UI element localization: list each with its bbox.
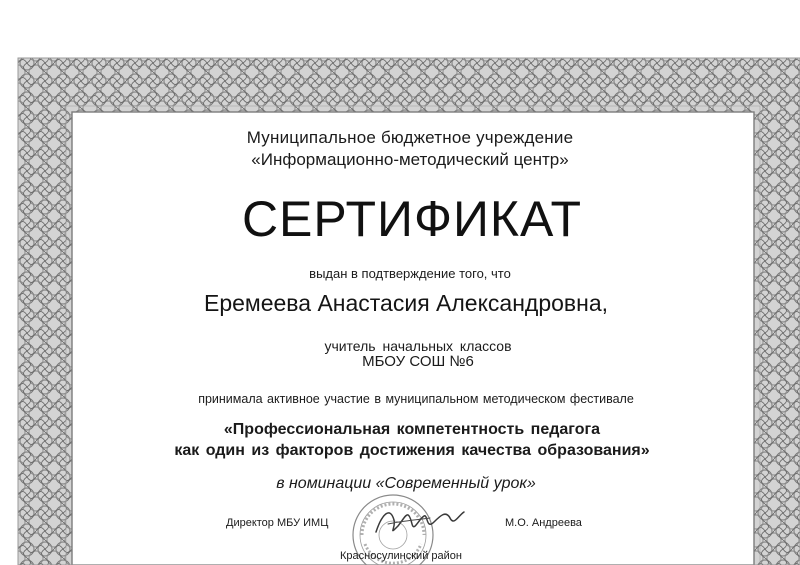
certificate-title: СЕРТИФИКАТ (241, 191, 583, 247)
signatory-title: Директор МБУ ИМЦ (226, 517, 329, 529)
signature-icon (368, 496, 468, 544)
festival-name-line-1: «Профессиональная компетентность педагога (223, 421, 601, 438)
recipient-name: Еремеева Анастасия Александровна, (203, 290, 609, 316)
signatory-name: М.О. Андреева (505, 517, 582, 529)
nomination-text: в номинации «Современный урок» (276, 475, 536, 492)
district-text: Красносулинский район (340, 550, 462, 562)
organization-line-1: Муниципальное бюджетное учреждение (246, 128, 574, 147)
festival-name-line-2: как один из факторов достижения качества образования» (174, 442, 650, 459)
organization-line-2: «Информационно-методический центр» (251, 150, 569, 169)
recipient-school: МБОУ СОШ №6 (362, 353, 474, 370)
issued-text: выдан в подтверждение того, что (309, 266, 511, 281)
recipient-position: учитель начальных классов (324, 338, 512, 354)
participation-text: принимала активное участие в муниципальном методическом фестивале (198, 392, 634, 406)
